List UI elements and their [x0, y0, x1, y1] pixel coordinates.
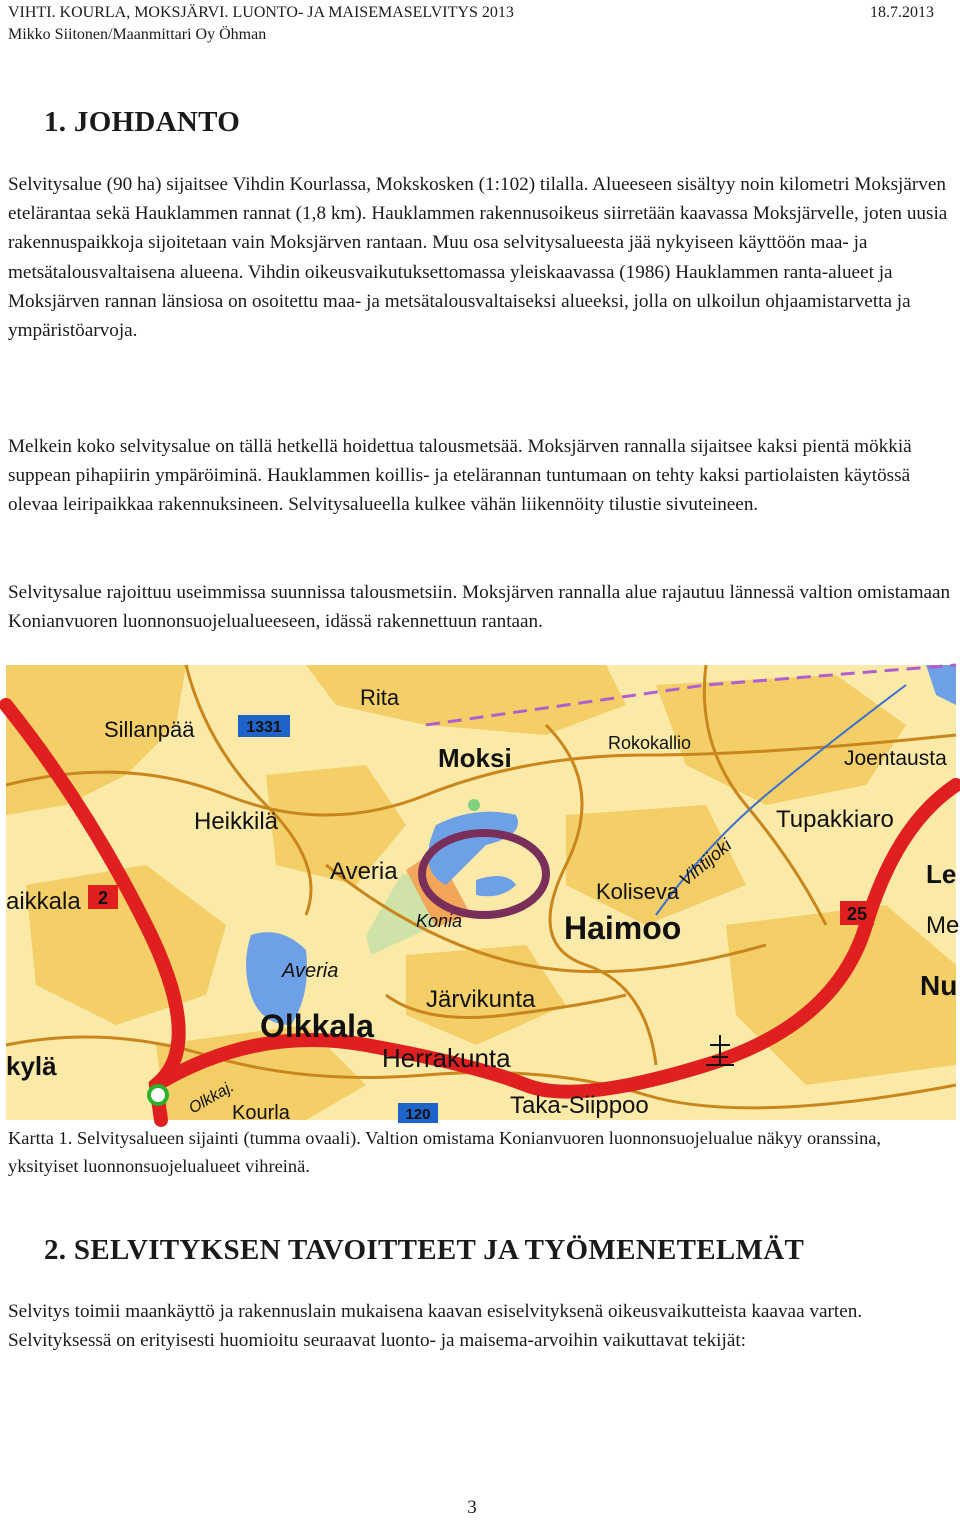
- road-number-25: [840, 901, 874, 925]
- place-averia: Averia: [330, 858, 398, 885]
- place-vihtijoki: Vihtijoki: [675, 834, 736, 890]
- map-caption: Kartta 1. Selvitysalueen sijainti (tumma ovaali). Valtion omistama Konianvuoren luonnonsuojelualue näkyy oranssina, yksityiset luonnonsuojelualueet vihreinä.: [8, 1128, 882, 1176]
- place-kyla: kylä: [6, 1051, 57, 1081]
- green-marker: [149, 1086, 167, 1104]
- place-taka-siippoo: Taka-Siippoo: [510, 1092, 649, 1119]
- place-konia: Konia: [416, 911, 463, 931]
- road-number-2: [88, 885, 118, 909]
- place-heikkila: Heikkilä: [194, 808, 279, 835]
- place-herrakunta: Herrakunta: [382, 1043, 511, 1073]
- place-tupakkiaro: Tupakkiaro: [776, 806, 894, 833]
- road-number-1331: [238, 715, 290, 737]
- place-nu: Nu: [920, 970, 958, 1001]
- section-2-heading: 2. SELVITYKSEN TAVOITTEET JA TYÖMENETELMÄT: [44, 1234, 805, 1266]
- green-marker: [468, 799, 480, 811]
- place-olkkala: Olkkala: [260, 1008, 374, 1044]
- place-aikkala: aikkala: [6, 888, 81, 915]
- section-1-paragraph-1: Selvitysalue (90 ha) sijaitsee Vihdin Kourlassa, Mokskosken (1:102) tilalla. Alueeseen sisältyy noin kilometri Moksjärven etelärantaa sekä Hauklammen rannat (1,8 km). Hauklammen rakennusoikeus siirretään kaavassa Moksjärvelle, joten uusia rakennuspaikkoja sijoitetaan vain Moksjärven rantaan. Muu osa selvitysalueesta jää nykyiseen käyttöön maa- ja metsätalousvaltaisena alueena. Vihdin oikeusvaikutuksettomassa yleiskaavassa (1986) Hauklammen ranta-alueet ja Moksjärven rannan länsiosa on osoitettu maa- ja metsätalousvaltaiseksi alueeksi, jolla on ulkoilun ohjaamistarvetta ja ympäristöarvoja.: [8, 174, 948, 342]
- place-le: Le: [926, 859, 957, 889]
- place-rokokallio: Rokokallio: [608, 733, 692, 753]
- section-1-paragraph-2: Melkein koko selvitysalue on tällä hetkellä hoidettua talousmetsää. Moksjärven rannalla sijaitsee kaksi pientä mökkiä suppean pihapiirin ympäröiminä. Hauklammen koillis- ja etelärannan tuntumaan on tehty kaksi partiolaisten käytössä olevaa leiripaikkaa rakennuksineen. Selvitysalueella kulkee vähän liikennöity tilustie sivuteineen.: [8, 436, 912, 516]
- place-moksi: Moksi: [438, 743, 512, 773]
- section-2-paragraph: Selvitys toimii maankäyttö ja rakennuslain mukaisena kaavan esiselvityksenä oikeusvaikutteista kaavaa varten. Selvityksessä on erityisesti huomioitu seuraavat luonto- ja maisema-arvoihin vaikuttavat tekijät:: [8, 1301, 863, 1352]
- place-sillanpaa: Sillanpää: [104, 717, 195, 742]
- place-haimoo: Haimoo: [564, 910, 682, 946]
- place-olkkaj: Olkkaj.: [186, 1078, 238, 1118]
- svg-text:2: 2: [97, 888, 109, 908]
- place-rita: Rita: [360, 685, 400, 710]
- place-averia-lake: Averia: [282, 960, 339, 982]
- svg-text:1331: 1331: [246, 719, 282, 736]
- place-koliseva: Koliseva: [596, 879, 680, 904]
- svg-text:120: 120: [405, 1106, 431, 1123]
- header-date: 18.7.2013: [870, 4, 934, 21]
- place-kourla: Kourla: [232, 1102, 290, 1124]
- place-joentausta: Joentausta: [844, 747, 947, 770]
- road-number-120: [398, 1103, 438, 1123]
- svg-text:25: 25: [846, 904, 868, 924]
- page-number: 3: [467, 1497, 477, 1518]
- header-author: Mikko Siitonen/Maanmittari Oy Öhman: [8, 26, 267, 43]
- place-me: Me: [926, 912, 960, 939]
- place-jarvikunta: Järvikunta: [426, 986, 536, 1013]
- section-1-heading: 1. JOHDANTO: [44, 106, 241, 138]
- location-map: [6, 665, 960, 1124]
- section-1-paragraph-3: Selvitysalue rajoittuu useimmissa suunnissa talousmetsiin. Moksjärven rannalla alue rajautuu lännessä valtion omistamaan Konianvuoren luonnonsuojelualueeseen, idässä rakennettuun rantaan.: [8, 582, 951, 633]
- header-title: VIHTI. KOURLA, MOKSJÄRVI. LUONTO- JA MAISEMASELVITYS 2013: [8, 4, 514, 21]
